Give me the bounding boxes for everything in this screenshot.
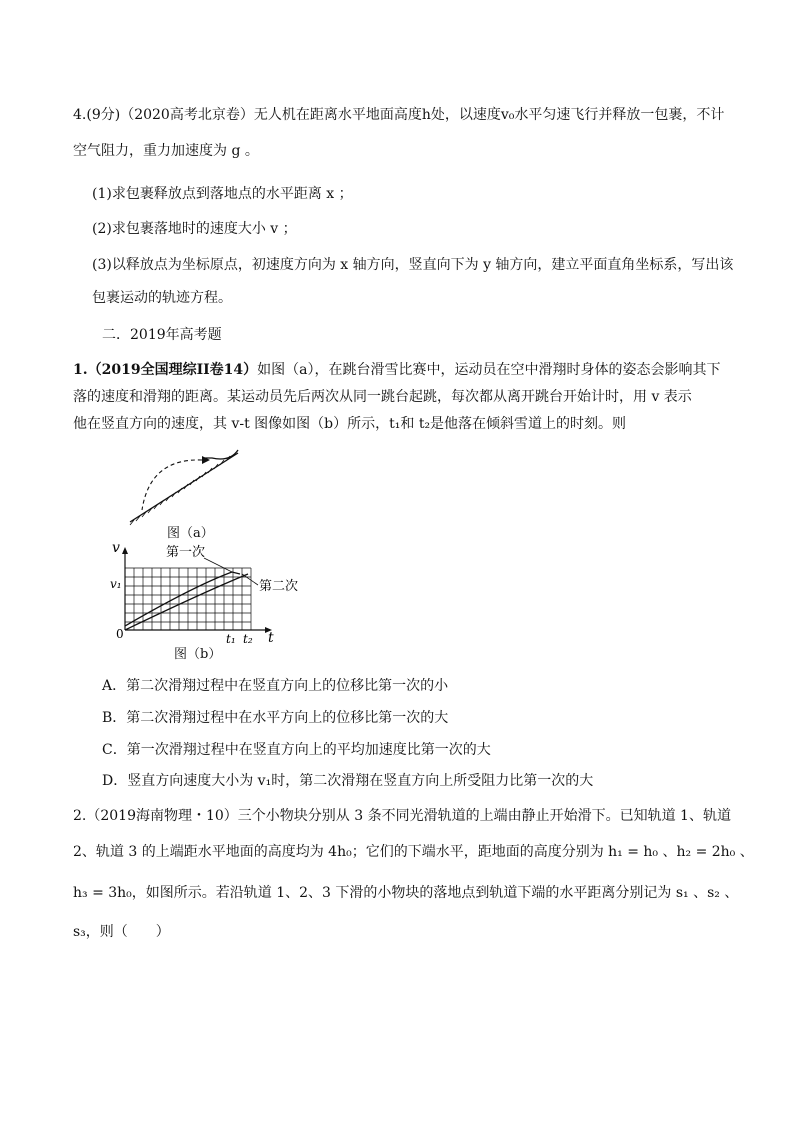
v-axis-arrow-icon (122, 547, 128, 554)
fig-b-t1-label: t₁ (226, 632, 236, 646)
q1-line2: 落的速度和滑翔的距离。某运动员先后两次从同一跳台起跳，每次都从离开跳台开始计时，用 v 表示 (73, 389, 692, 405)
fig-b-y-axis-label: v (112, 540, 120, 556)
q2-line2: 2、轨道 3 的上端距水平地面的高度均为 4h₀；它们的下端水平，距地面的高度分别为 h₁ = h₀ 、h₂ = 2h₀ 、 (73, 844, 754, 860)
fig-b-t2-label: t₂ (243, 632, 253, 646)
q2-line3: h₃ = 3h₀，如图所示。若沿轨道 1、2、3 下滑的小物块的落地点到轨道下端的水平距离分别记为 s₁ 、s₂ 、 (73, 885, 739, 901)
q4-part3-line2: 包裹运动的轨迹方程。 (92, 290, 232, 306)
curve-second (125, 574, 248, 630)
q4-part2: (2)求包裹落地时的速度大小 v ； (92, 221, 297, 237)
section-heading: 二．2019年高考题 (102, 327, 222, 343)
q1-option-b: B．第二次滑翔过程中在水平方向上的位移比第一次的大 (102, 710, 449, 726)
q2-line4: s₃，则（ ） (73, 924, 170, 940)
q4-part1: (1)求包裹释放点到落地点的水平距离 x ； (92, 186, 353, 202)
fig-b-x-axis-label: t (268, 630, 274, 646)
fig-b-v1-label: v₁ (110, 577, 122, 591)
fig-b-first-label: 第一次 (166, 545, 206, 560)
q4-part3-line1: (3)以释放点为坐标原点，初速度方向为 x 轴方向，竖直向下为 y 轴方向，建立平面直角坐标系，写出该 (92, 257, 734, 273)
curve-first (125, 572, 240, 626)
q1-option-c: C．第一次滑翔过程中在竖直方向上的平均加速度比第一次的大 (102, 742, 491, 758)
figure-a (120, 448, 250, 528)
q1-option-a: A．第二次滑翔过程中在竖直方向上的位移比第一次的小 (102, 678, 449, 694)
q4-line1: 4.(9分)（2020高考北京卷）无人机在距离水平地面高度h处，以速度v₀水平匀速飞行并释放一包裹，不计 (73, 107, 725, 123)
q1-line3: 他在竖直方向的速度，其 v-t 图像如图（b）所示，t₁和 t₂是他落在倾斜雪道上的时刻。则 (73, 416, 627, 432)
fig-b-caption: 图（b） (174, 647, 222, 662)
q1-line1: 如图（a），在跳台滑雪比赛中，运动员在空中滑翔时身体的姿态会影响其下 (257, 362, 721, 378)
fig-b-second-label: 第二次 (259, 579, 299, 594)
q4-line2: 空气阻力，重力加速度为 g 。 (73, 143, 259, 159)
arrow-icon (202, 456, 210, 464)
fig-b-origin-label: 0 (116, 627, 124, 641)
figure-b (104, 540, 310, 650)
fig-a-caption: 图（a） (167, 526, 214, 541)
q1-source: 1.（2019全国理综II卷14） (73, 362, 258, 378)
q1-option-d: D．竖直方向速度大小为 v₁时，第二次滑翔在竖直方向上所受阻力比第一次的大 (102, 773, 594, 789)
flight-path (142, 460, 202, 510)
slope-hatching (130, 456, 230, 525)
q2-line1: 2.（2019海南物理・10）三个小物块分别从 3 条不同光滑轨道的上端由静止开始滑下。已知轨道 1、轨道 (73, 808, 731, 824)
